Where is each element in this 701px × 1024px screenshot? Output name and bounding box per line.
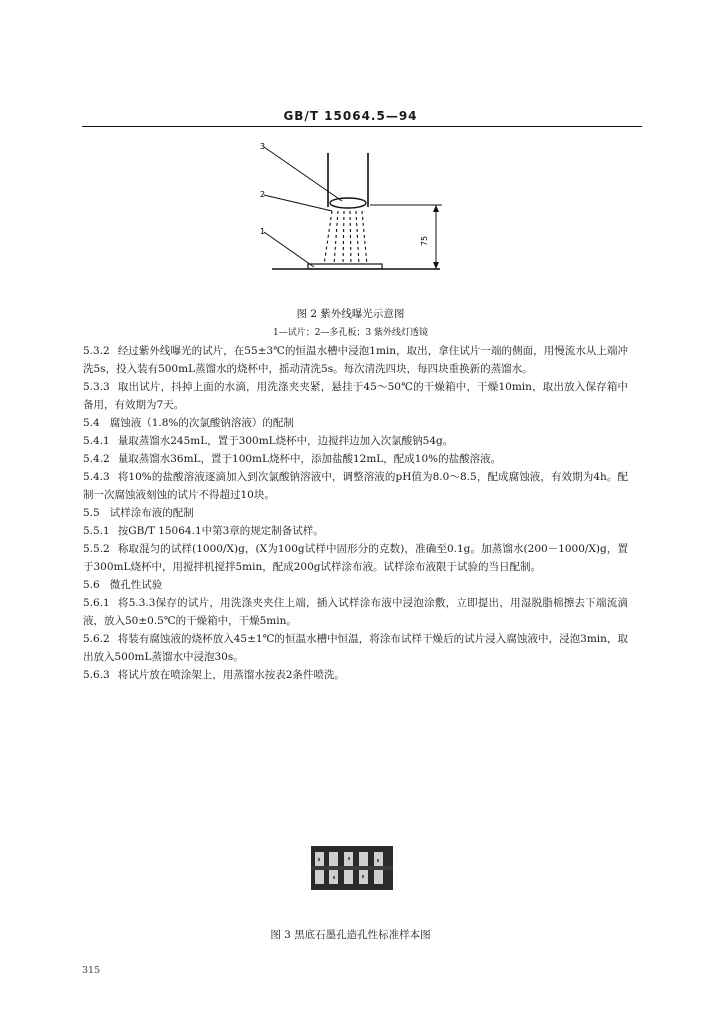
page-number: 315 (82, 965, 101, 976)
clause-text: 将10%的盐酸溶液逐滴加入到次氯酸钠溶液中，调整溶液的pH值为8.0～8.5，配成腐蚀液，有效期为4h。配制一次腐蚀液刻蚀的试片不得超过10块。 (83, 471, 628, 501)
paragraph (83, 594, 628, 630)
clause-number: 5.5.1 (83, 525, 110, 537)
leader-2 (264, 195, 332, 211)
clause-text: 微孔性试验 (109, 579, 163, 591)
paragraph (83, 522, 628, 540)
clause-number: 5.6.1 (83, 597, 110, 609)
paragraph (83, 468, 628, 504)
clause-text: 量取蒸馏水36mL，置于100mL烧杯中，添加盐酸12mL，配成10%的盐酸溶液。 (117, 453, 502, 465)
figure2-legend: 1—试片；2—多孔板；3 紫外线灯透镜 (272, 328, 429, 338)
clause-number: 5.6.2 (83, 633, 110, 645)
clause-text: 试样涂布液的配制 (109, 507, 194, 519)
clause-text: 经过紫外线曝光的试片，在55±3℃的恒温水槽中浸泡1min，取出，拿住试片一端的侧面，用慢流水从上端冲洗5s，投入装有500mL蒸馏水的烧杯中，摇动清洗5s。每次清洗四块，每四块重换新的蒸馏水。 (83, 345, 628, 375)
clause-text: 按GB/T 15064.1中第3章的规定制备试样。 (117, 525, 324, 537)
clause-number: 5.6.3 (83, 669, 110, 681)
clause-text: 将试片放在喷涂架上，用蒸馏水按表2条件喷洗。 (117, 669, 345, 681)
dimension-arrow-bottom (433, 262, 439, 269)
clause-text: 将装有腐蚀液的烧杯放入45±1℃的恒温水槽中恒温，将涂布试样干燥后的试片浸入腐蚀液中，浸泡3min，取出放入500mL蒸馏水中浸泡30s。 (83, 633, 628, 663)
paragraph (83, 342, 628, 378)
section-heading (83, 576, 628, 594)
clause-text: 腐蚀液（1.8%的次氯酸钠溶液）的配制 (109, 417, 294, 429)
uv-exposure-diagram (252, 141, 452, 281)
figure3-caption: 图 3 黑底石墨孔造孔性标准样本图 (270, 929, 431, 941)
clause-number: 5.3.2 (83, 345, 110, 357)
clause-number: 5.4.2 (83, 453, 110, 465)
clause-number: 5.3.3 (83, 381, 110, 393)
header-rule (82, 126, 642, 127)
paragraph (83, 432, 628, 450)
section-heading (83, 504, 628, 522)
clause-number: 5.4 (83, 417, 100, 429)
clause-number: 5.4.3 (83, 471, 110, 483)
clause-number: 5.5.2 (83, 543, 110, 555)
body-text (83, 342, 628, 684)
clause-number: 5.4.1 (83, 435, 110, 447)
dimension-arrow-top (433, 205, 439, 212)
lamp-lens (330, 198, 366, 208)
paragraph (83, 378, 628, 414)
uv-rays (324, 211, 367, 265)
paragraph (83, 630, 628, 666)
leader-1 (264, 232, 314, 267)
standard-sample-image (311, 846, 393, 890)
leader-3 (264, 147, 342, 201)
paragraph (83, 450, 628, 468)
section-heading (83, 414, 628, 432)
clause-text: 量取蒸馏水245mL，置于300mL烧杯中，边搅拌边加入次氯酸钠54g。 (117, 435, 454, 447)
figure2-caption: 图 2 紫外线曝光示意图 (296, 308, 405, 320)
part-label-2: 2 (260, 190, 266, 199)
clause-text: 将5.3.3保存的试片，用洗涤夹夹住上端，插入试样涂布液中浸泡涂敷，立即提出，用湿脱脂棉擦去下端流滴液，放入50±0.5℃的干燥箱中，干燥5min。 (83, 597, 628, 627)
clause-number: 5.5 (83, 507, 100, 519)
dimension-label: 75 (420, 235, 429, 247)
paragraph (83, 666, 628, 684)
part-label-3: 3 (260, 142, 266, 151)
clause-number: 5.6 (83, 579, 100, 591)
perforated-plate (308, 264, 382, 269)
clause-text: 称取混匀的试样(1000/X)g，(X为100g试样中固形分的克数)，准确至0.1g。加蒸馏水(200－1000/X)g，置于300mL烧杯中，用搅拌机搅拌5min，配成200g试样涂布液。试样涂布液限于试验的当日配制。 (83, 543, 628, 573)
part-label-1: 1 (260, 227, 266, 236)
standard-code-header: GB/T 15064.5—94 (283, 109, 418, 123)
paragraph (83, 540, 628, 576)
clause-text: 取出试片，抖掉上面的水滴，用洗涤夹夹紧，悬挂于45～50℃的干燥箱中，干燥10min，取出放入保存箱中备用，有效期为7天。 (83, 381, 628, 411)
sample-band (311, 866, 393, 870)
